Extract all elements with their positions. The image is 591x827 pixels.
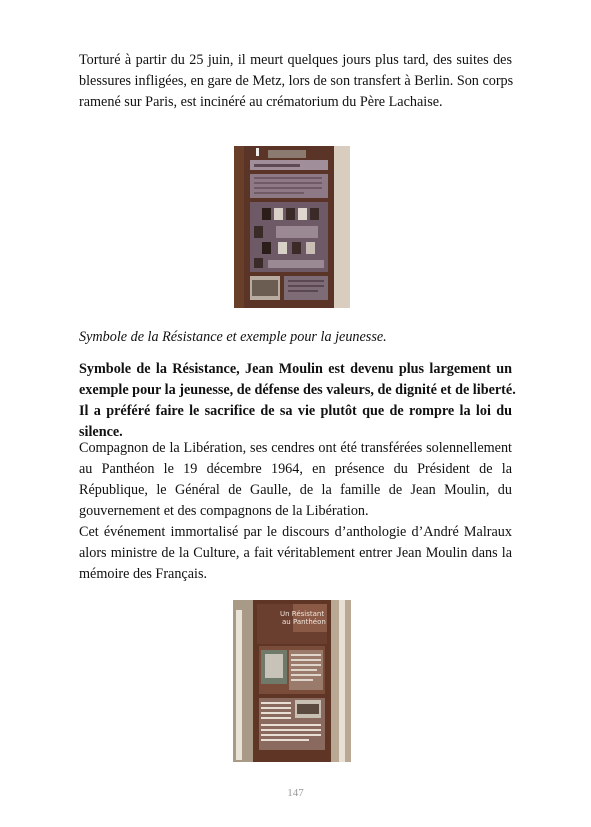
photo-caption: Symbole de la Résistance et exemple pour la jeunesse.	[79, 329, 387, 345]
panel-header-line2: au Panthéon	[282, 618, 326, 626]
text-line: Compagnon de la Libération, ses cendres ont été transférées solennellement	[79, 440, 512, 456]
text-line: au Panthéon le 19 décembre 1964, en présence du Président de la	[79, 461, 512, 477]
text-line: République, le Général de Gaulle, de la famille de Jean Moulin, du	[79, 482, 512, 498]
text-line: gouvernement et des compagnons de la Libération.	[79, 503, 369, 519]
text-line: ramené sur Paris, est incinéré au crématorium du Père Lachaise.	[79, 94, 443, 110]
text-line: mémoire des Français.	[79, 566, 208, 582]
page-number: 147	[287, 787, 304, 799]
text-line: silence.	[79, 424, 123, 440]
text-line: Il a préféré faire le sacrifice de sa vie plutôt que de rompre la loi du	[79, 403, 512, 419]
bold-paragraph	[79, 359, 516, 443]
text-line: Symbole de la Résistance, Jean Moulin est devenu plus largement un	[79, 361, 512, 377]
text-line: Cet événement immortalisé par le discours d’anthologie d’André Malraux	[79, 524, 512, 540]
text-line: exemple pour la jeunesse, de défense des valeurs, de dignité et de liberté.	[79, 382, 516, 398]
text-line: blessures infligées, en gare de Metz, lors de son transfert à Berlin. Son corps	[79, 73, 514, 89]
body-paragraph	[79, 438, 512, 585]
text-line: alors ministre de la Culture, a fait véritablement entrer Jean Moulin dans la	[79, 545, 512, 561]
text-line: Torturé à partir du 25 juin, il meurt quelques jours plus tard, des suites des	[79, 52, 512, 68]
exhibition-panel-photo	[234, 146, 350, 308]
intro-paragraph	[79, 50, 512, 113]
panel-header-line1: Un Résistant	[280, 610, 325, 618]
pantheon-panel-photo	[233, 600, 351, 762]
